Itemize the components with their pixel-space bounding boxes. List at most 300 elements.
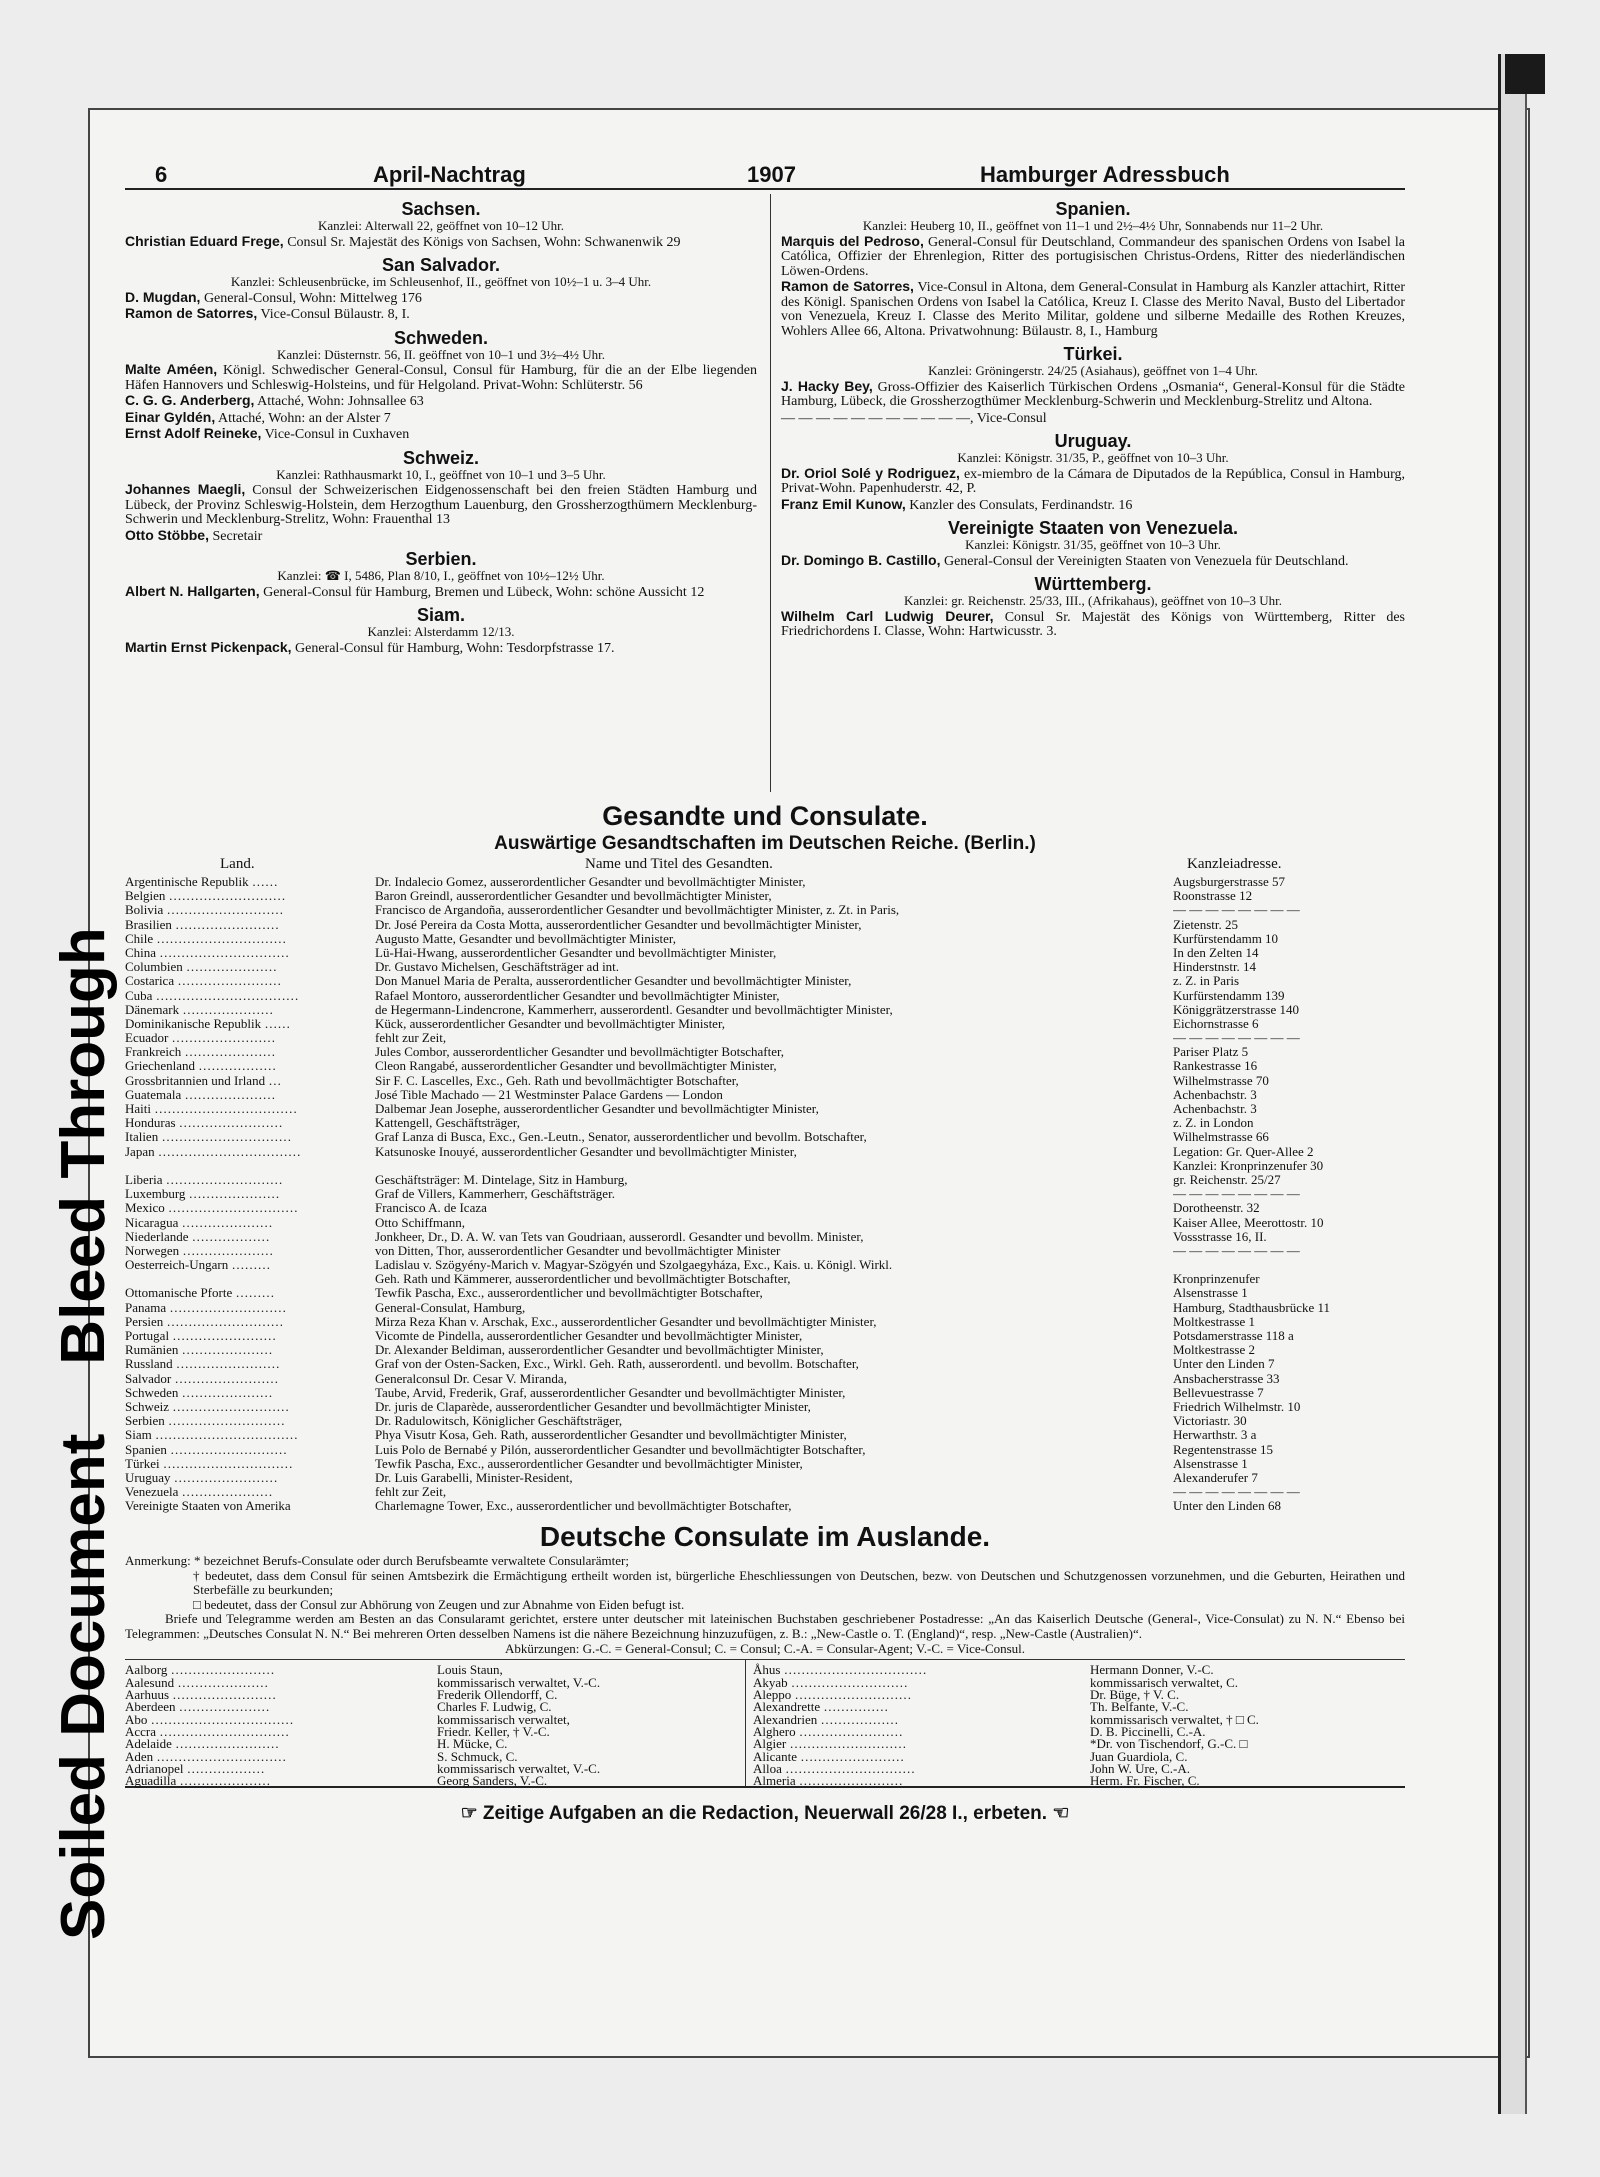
row-envoy: fehlt zur Zeit, [375, 1484, 447, 1500]
row-address: Kaiser Allee, Meerottostr. 10 [1173, 1214, 1324, 1230]
row-address: Alsenstrasse 1 [1173, 1455, 1248, 1471]
row-envoy: Vicomte de Pindella, ausserordentlicher Gesandter und bevollmächtigter Minister, [375, 1328, 803, 1343]
row-address: z. Z. in London [1173, 1115, 1254, 1131]
row-envoy: Dr. José Pereira da Costa Motta, ausserordentlicher Gesandter und bevollmächtigter Minister, [375, 916, 862, 932]
consul-details: Gross-Offizier des Kaiserlich Türkischen Ordens „Osmania“, General-Konsul für die Städte Hamburg, Lübeck, die Grossherzogthümer Mecklenburg-Schwerin und Mecklenburg-Strelitz und Altona. [781, 379, 1406, 409]
consul-details: Vice-Consul in Altona, dem General-Consulat in Hamburg als Kanzler attachirt, Ritter des Königl. Spanischen Ordens von Isabel la Católica, Kreuz I. Classe des Merito Naval, Busto del Libertador von Venezuela, Kreuz I. Classe des Merito Militar, goldene und silberne Medaille des Rothen Kreuzes, Wohlers Allee 66, Altona. Privatwohnung: Bülaustr. 8, I., Hamburg [781, 280, 1406, 339]
consul-name: Einar Gyldén, [125, 408, 216, 425]
col-name: Name und Titel des Gesandten. [585, 856, 773, 872]
consulate-holder: Louis Staun, [437, 1662, 503, 1678]
row-country: Haiti …………………………… [125, 1101, 298, 1116]
country-heading: Serbien. [405, 549, 477, 569]
consulate-city: Algier ……………………… [753, 1736, 907, 1752]
row-envoy: Graf de Villers, Kammerherr, Geschäftsträger. [375, 1186, 615, 1202]
consulate-holder: S. Schmuck, C. [437, 1748, 518, 1764]
table-row [125, 1172, 1405, 1186]
ausland-title: Deutsche Consulate im Auslande. [539, 1521, 991, 1553]
consulate-city: Aalborg …………………… [125, 1662, 275, 1678]
consulate-holder: kommissarisch verwaltet, V.-C. [437, 1760, 601, 1776]
consulate-holder: Charles F. Ludwig, C. [437, 1699, 552, 1715]
consulate-list [125, 1659, 1405, 1788]
row-country: Grossbritannien und Irland … [125, 1072, 282, 1088]
office-hours: Kanzlei: Königstr. 31/35, geöffnet von 10–3 Uhr. [965, 537, 1221, 552]
row-address: Alexanderufer 7 [1173, 1469, 1258, 1485]
table-row [125, 1484, 1405, 1498]
row-envoy: Sir F. C. Lascelles, Exc., Geh. Rath und bevollmächtigter Botschafter, [375, 1072, 739, 1088]
consul-name: Malte Améen, [125, 361, 218, 377]
consul-details: Consul der Schweizerischen Eidgenossenschaft bei den freien Städten Hamburg und Lübeck, der Provinz Schleswig-Holstein, dem Herzogthum Lauenburg, den Grossherzogthümern Mecklenburg-Schwerin und Mecklenburg-Strelitz, Wohn: Frauenthal 13 [125, 483, 758, 527]
office-hours: Kanzlei: Alterwall 22, geöffnet von 10–12 Uhr. [318, 218, 564, 233]
table-row [125, 917, 1405, 931]
consul-name: Albert N. Hallgarten, [125, 582, 260, 599]
row-country: Costarica …………………… [125, 973, 282, 989]
office-hours: Kanzlei: Schleusenbrücke, im Schleusenhof, II., geöffnet von 10½–1 u. 3–4 Uhr. [230, 274, 652, 289]
consul-name: Christian Eduard Frege, [125, 232, 284, 249]
header-left: April-Nachtrag [373, 162, 526, 187]
consulate-city: Adrianopel ……………… [125, 1760, 265, 1776]
consulate-city: Accra ………………………… [125, 1723, 290, 1739]
consul-entry [125, 234, 757, 251]
row-envoy: Otto Schiffmann, [375, 1214, 466, 1230]
row-envoy: Charlemagne Tower, Exc., ausserordentlicher und bevollmächtigter Botschafter, [375, 1498, 792, 1514]
office-hours: Kanzlei: gr. Reichenstr. 25/33, III., (Afrikahaus), geöffnet von 10–3 Uhr. [903, 593, 1283, 608]
row-country: Brasilien …………………… [125, 916, 280, 932]
table-row [125, 1385, 1405, 1399]
row-envoy: Dr. juris de Claparède, ausserordentlicher Gesandter und bevollmächtigter Minister, [375, 1398, 811, 1414]
consulate-holder: Herm. Fr. Fischer, C. [1090, 1773, 1200, 1789]
row-envoy: Don Manuel Maria de Peralta, ausserordentlicher Gesandter und bevollmächtigter Minister, [375, 973, 852, 989]
row-country: Mexico ………………………… [125, 1200, 298, 1216]
row-envoy: Dr. Luis Garabelli, Minister-Resident, [375, 1469, 573, 1485]
consul-entry [125, 482, 757, 528]
table-row [125, 1101, 1405, 1115]
consul-details: General-Consul, Wohn: Mittelweg 176 [203, 290, 422, 306]
col-addr: Kanzleiadresse. [1187, 856, 1282, 872]
row-address: Achenbachstr. 3 [1173, 1101, 1257, 1116]
consulate-city: Alexandrien ……………… [753, 1711, 899, 1727]
consul-details: General-Consul für Hamburg, Wohn: Tesdorpfstrasse 17. [295, 640, 615, 656]
row-address: In den Zelten 14 [1173, 944, 1259, 960]
col-land: Land. [220, 856, 255, 872]
table-row [125, 1356, 1405, 1370]
table-row [125, 1257, 1405, 1271]
consul-details: Königl. Schwedischer General-Consul, Consul für Hamburg, für die an der Elbe liegenden Häfen Hannovers und Schleswig-Holsteins, und für Helgoland. Privat-Wohn: Schlüterstr. 56 [125, 363, 758, 393]
row-country: Salvador …………………… [125, 1370, 279, 1386]
table-row [125, 1300, 1405, 1314]
consulate-city: Aalesund ………………… [125, 1674, 269, 1690]
consul-name: Franz Emil Kunow, [781, 495, 906, 512]
note-3: □ bedeutet, dass der Consul zur Abhörung von Zeugen und zur Abnahme von Eiden befugt ist. [193, 1596, 685, 1612]
row-country: Norwegen ………………… [125, 1242, 274, 1258]
row-address: Moltkestrasse 1 [1173, 1313, 1255, 1329]
consul-details: Consul Sr. Majestät des Königs von Sachsen, Wohn: Schwanenwik 29 [287, 234, 681, 250]
row-address: Herwarthstr. 3 a [1173, 1427, 1257, 1443]
consul-entry [125, 362, 757, 393]
row-address: Kanzlei: Kronprinzenufer 30 [1173, 1157, 1324, 1173]
row-envoy: Generalconsul Dr. Cesar V. Miranda, [375, 1370, 567, 1386]
consul-name: Ramon de Satorres, [781, 278, 914, 294]
row-country: Honduras …………………… [125, 1115, 283, 1131]
row-envoy: Baron Greindl, ausserordentlicher Gesandter und bevollmächtigter Minister, [375, 888, 772, 904]
page-number: 6 [155, 162, 168, 187]
row-envoy: Jonkheer, Dr., D. A. W. van Tets van Goudriaan, ausserordl. Gesandter und bevollm. Minister, [375, 1228, 864, 1244]
row-envoy: Cleon Rangabé, ausserordentlicher Gesandter und bevollmächtigter Minister, [375, 1058, 777, 1074]
consul-entry [781, 609, 1405, 640]
consulate-holder: D. B. Piccinelli, C.-A. [1090, 1723, 1206, 1739]
consul-details: Secretair [212, 528, 263, 544]
row-country: Rumänien ………………… [125, 1342, 273, 1358]
row-country: Oesterreich-Ungarn ……… [125, 1257, 271, 1273]
consulate-holder: H. Mücke, C. [437, 1736, 508, 1752]
office-hours: Kanzlei: Königstr. 31/35, P., geöffnet von 10–3 Uhr. [957, 450, 1229, 465]
row-country: Luxemburg ………………… [125, 1186, 280, 1202]
country-heading: Siam. [416, 605, 466, 625]
row-address: Königgrätzerstrasse 140 [1173, 1001, 1299, 1017]
table-row [125, 1129, 1405, 1143]
consulate-city: Adelaide …………………… [125, 1736, 280, 1752]
consul-name: Dr. Oriol Solé y Rodriguez, [781, 464, 960, 481]
table-row [125, 1314, 1405, 1328]
footer-text: Zeitige Aufgaben an die Redaction, Neuerwall 26/28 I., erbeten. [482, 1803, 1048, 1825]
consul-entry [125, 426, 757, 443]
row-country: Russland …………………… [125, 1356, 280, 1372]
consul-entry [125, 306, 757, 323]
table-row [125, 1442, 1405, 1456]
row-envoy: Tewfik Pascha, Exc., ausserordentlicher Gesandter und bevollmächtigter Minister, [375, 1455, 803, 1471]
consul-entry [125, 528, 757, 545]
row-envoy: General-Consulat, Hamburg, [375, 1299, 526, 1315]
gesandte-table [125, 874, 1405, 1512]
row-address: — — — — — — — — [1173, 1484, 1300, 1500]
table-row [125, 1002, 1405, 1016]
row-address: Eichornstrasse 6 [1173, 1015, 1259, 1031]
row-envoy: fehlt zur Zeit, [375, 1030, 447, 1046]
row-envoy: Dalbemar Jean Josephe, ausserordentlicher Gesandter und bevollmächtigter Minister, [375, 1101, 819, 1116]
consulate-city: Alicante …………………… [753, 1748, 905, 1764]
row-envoy: Lü-Hai-Hwang, ausserordentlicher Gesandter und bevollmächtigter Minister, [375, 944, 777, 960]
running-header [125, 148, 1405, 190]
row-country: Siam …………………………… [125, 1427, 298, 1443]
row-country: Venezuela ………………… [125, 1484, 273, 1500]
table-row [125, 888, 1405, 902]
consulate-holder: Georg Sanders, V.-C. [437, 1773, 548, 1789]
row-country: Portugal …………………… [125, 1328, 277, 1343]
row-envoy: Tewfik Pascha, Exc., ausserordentlicher und bevollmächtigter Botschafter, [375, 1285, 763, 1301]
row-country: China ………………………… [125, 944, 290, 960]
row-address: Kurfürstendamm 139 [1173, 987, 1285, 1003]
consul-name: Otto Stöbbe, [125, 526, 209, 543]
consul-entry [781, 497, 1405, 514]
row-envoy: Dr. Gustavo Michelsen, Geschäftsträger ad int. [375, 959, 620, 975]
row-envoy: Ladislau v. Szögyény-Marich v. Magyar-Szögyén und Szolgaegyháza, Exc., Kais. u. Königl. Wirkl. [375, 1257, 893, 1273]
row-country: Liberia ……………………… [125, 1171, 283, 1187]
stamp-line-1: Soiled Document [49, 1433, 118, 1940]
header-year: 1907 [747, 162, 796, 187]
consulate-columns [125, 194, 1405, 834]
row-country: Cuba …………………………… [125, 987, 299, 1003]
consul-entry [781, 466, 1405, 497]
consulate-city: Alloa ………………………… [753, 1760, 916, 1776]
table-row [125, 1044, 1405, 1058]
row-country: Argentinische Republik …… [125, 874, 278, 889]
table-row [125, 1498, 1405, 1512]
row-country: Frankreich ………………… [125, 1044, 276, 1060]
row-envoy: Francisco de Argandoña, ausserordentlicher Gesandter und bevollmächtigter Minister, z. Zt. in Paris, [375, 902, 900, 918]
row-address: Unter den Linden 7 [1173, 1356, 1275, 1372]
consul-entry [125, 290, 757, 307]
country-heading: Schweden. [393, 327, 489, 348]
table-row [125, 959, 1405, 973]
consul-details: General-Consul für Hamburg, Bremen und Lübeck, Wohn: schöne Aussicht 12 [263, 584, 705, 600]
row-country: Vereinigte Staaten von Amerika [125, 1498, 291, 1514]
consul-name: Ernst Adolf Reineke, [125, 425, 262, 441]
consul-name: D. Mugdan, [125, 288, 201, 305]
row-country: Guatemala ………………… [125, 1086, 276, 1102]
consul-details: Vice-Consul in Cuxhaven [264, 427, 410, 442]
note-1: Anmerkung: * bezeichnet Berufs-Consulate oder durch Berufsbeamte verwaltete Consularämter; [125, 1553, 629, 1569]
page-edge-strip [1498, 54, 1527, 2114]
note-4: Briefe und Telegramme werden am Besten an das Consularamt gerichtet, erstere unter deutscher mit lateinischen Buchstaben geschriebener Postadresse: „An das Kaiserlich Deutsche (General-, Vice-Consulat) zu N. N.“ Ebenso bei Telegrammen: „Deutsches Consulat N. N.“ Bei mehreren Orten desselben Namens ist die nähere Bezeichnung hinzuzufügen, z. B.: „New-Castle o. T. (England)“, resp. „New-Castle (Australien)“. [125, 1611, 1405, 1641]
row-country: Dänemark ………………… [125, 1001, 274, 1017]
row-envoy: de Hegermann-Lindencrone, Kammerherr, ausserordentl. Gesandter und bevollmächtigter Minister, [375, 1001, 893, 1017]
table-row [125, 1285, 1405, 1299]
row-envoy: Dr. Radulowitsch, Königlicher Geschäftsträger, [375, 1413, 623, 1429]
consulate-city: Aarhuus …………………… [125, 1687, 277, 1703]
office-hours: Kanzlei: ☎ I, 5486, Plan 8/10, I., geöffnet von 10½–12½ Uhr. [277, 568, 605, 583]
consul-name: J. Hacky Bey, [781, 377, 873, 394]
consulate-holder: kommissarisch verwaltet, † □ C. [1090, 1711, 1259, 1727]
row-address: — — — — — — — — [1173, 1030, 1300, 1046]
table-row [125, 988, 1405, 1002]
consulate-holder: Th. Belfante, V.-C. [1090, 1699, 1189, 1715]
row-envoy: Geschäftsträger: M. Dintelage, Sitz in Hamburg, [375, 1171, 628, 1187]
table-row [125, 1243, 1405, 1257]
consul-name: Martin Ernst Pickenpack, [125, 638, 292, 655]
consul-details: Vice-Consul Bülaustr. 8, I. [260, 307, 410, 322]
row-address: — — — — — — — — [1173, 902, 1300, 918]
table-row [125, 1087, 1405, 1101]
table-row [125, 931, 1405, 945]
consulate-city: Almeria …………………… [753, 1773, 903, 1789]
list-divider [745, 1660, 746, 1786]
row-address: Kronprinzenufer [1173, 1271, 1260, 1287]
country-heading: Schweiz. [402, 447, 480, 468]
row-address: Potsdamerstrasse 118 a [1173, 1328, 1294, 1343]
consulate-holder: Hermann Donner, V.-C. [1090, 1662, 1214, 1678]
table-row [125, 1456, 1405, 1470]
consul-details: Attaché, Wohn: Johnsallee 63 [257, 394, 424, 409]
row-envoy: José Tible Machado — 21 Westminster Palace Gardens — London [375, 1086, 723, 1102]
consul-details: Kanzler des Consulats, Ferdinandstr. 16 [909, 497, 1133, 513]
consul-entry [125, 410, 757, 427]
row-address: Ansbacherstrasse 33 [1173, 1370, 1280, 1386]
table-row [125, 1200, 1405, 1214]
office-hours: Kanzlei: Gröningerstr. 24/25 (Asiahaus), geöffnet von 1–4 Uhr. [928, 363, 1258, 378]
row-envoy: Katsunoske Inouyé, ausserordentlicher Gesandter und bevollmächtigter Minister, [375, 1143, 797, 1159]
consul-entry [781, 379, 1405, 410]
row-country: Schweden ………………… [125, 1384, 273, 1400]
row-envoy: Graf von der Osten-Sacken, Exc., Wirkl. Geh. Rath, ausserordentl. und bevollm. Botschafter, [375, 1356, 859, 1372]
abbreviations: Abkürzungen: G.-C. = General-Consul; C. = Consul; C.-A. = Consular-Agent; V.-C. = Vice-Consul. [504, 1641, 1026, 1657]
column-divider [770, 194, 771, 792]
table-row [125, 1371, 1405, 1385]
soiled-stamp [0, 0, 118, 2177]
row-country: Japan …………………………… [125, 1143, 301, 1159]
row-envoy: Geh. Rath und Kämmerer, ausserordentlicher und bevollmächtigter Botschafter, [375, 1271, 791, 1287]
table-row [125, 1030, 1405, 1044]
row-address: Roonstrasse 12 [1173, 888, 1253, 904]
row-address: Moltkestrasse 2 [1173, 1342, 1255, 1358]
row-country: Serbien ……………………… [125, 1413, 285, 1429]
table-row [125, 1271, 1405, 1285]
row-address: Alsenstrasse 1 [1173, 1285, 1248, 1301]
consul-name: Johannes Maegli, [125, 481, 246, 497]
row-address: Augsburgerstrasse 57 [1173, 874, 1286, 889]
consul-entry [781, 279, 1405, 339]
country-heading: Türkei. [1063, 344, 1123, 364]
gesandte-subtitle: Auswärtige Gesandtschaften im Deutschen Reiche. (Berlin.) [494, 833, 1036, 854]
row-country: Uruguay …………………… [125, 1469, 278, 1485]
consulate-city: Åhus …………………………… [753, 1662, 927, 1678]
country-heading: Vereinigte Staaten von Venezuela. [947, 518, 1239, 538]
header-right: Hamburger Adressbuch [980, 162, 1230, 187]
row-address: Rankestrasse 16 [1173, 1058, 1258, 1074]
row-country: Panama ……………………… [125, 1299, 287, 1315]
page-content [125, 148, 1405, 1825]
consulate-city: Akyab ……………………… [753, 1674, 908, 1690]
table-row [125, 1215, 1405, 1229]
consul-details: — — — — — — — — — — —, Vice-Consul [781, 410, 1047, 426]
consulate-city: Abo …………………………… [125, 1711, 294, 1727]
row-country: Bolivia ……………………… [125, 902, 284, 918]
row-address: gr. Reichenstr. 25/27 [1173, 1171, 1281, 1187]
table-row [125, 1427, 1405, 1441]
table-row [125, 1115, 1405, 1129]
consul-entry [125, 640, 757, 657]
consul-details: General-Consul für Deutschland, Commandeur des spanischen Ordens von Isabel la Católica, Offizier der Ehrenlegion, Ritter des portugisischen Christus-Ordens, Ritter des niederländischen Löwen-Ordens. [781, 234, 1405, 279]
table-row [125, 1399, 1405, 1413]
row-country: Türkei ………………………… [125, 1455, 293, 1471]
row-address: Achenbachstr. 3 [1173, 1086, 1257, 1102]
row-address: Pariser Platz 5 [1173, 1044, 1249, 1060]
row-envoy: Luis Polo de Bernabé y Pilón, ausserordentlicher Gesandter und bevollmächtigter Botschafter, [375, 1441, 866, 1457]
consulate-holder: Frederik Ollendorff, C. [437, 1687, 558, 1703]
consul-name: C. G. G. Anderberg, [125, 392, 255, 408]
table-row [125, 1073, 1405, 1087]
scan-corner [1505, 54, 1545, 94]
consul-entry [125, 584, 757, 601]
row-address: Zietenstr. 25 [1173, 916, 1238, 932]
ausland-section [125, 1520, 1405, 1825]
table-row [125, 1058, 1405, 1072]
consulate-holder: Juan Guardiola, C. [1090, 1748, 1188, 1764]
table-row [125, 1016, 1405, 1030]
row-envoy: Phya Visutr Kosa, Geh. Rath, ausserordentlicher Gesandter und bevollmächtigter Minister, [375, 1427, 847, 1443]
right-column [781, 194, 1405, 640]
row-envoy: Mirza Reza Khan v. Arschak, Exc., ausserordentlicher Gesandter und bevollmächtigter Minister, [375, 1313, 877, 1329]
row-country: Dominikanische Republik …… [125, 1015, 291, 1031]
row-country: Italien ………………………… [125, 1129, 292, 1145]
consul-details: Consul Sr. Majestät des Königs von Württemberg, Ritter des Friedrichordens I. Classe, Wohn: Hartwicusstr. 3. [781, 609, 1406, 639]
row-country: Niederlande ……………… [125, 1228, 270, 1244]
table-row [125, 1158, 1405, 1172]
office-hours: Kanzlei: Rathhausmarkt 10, I., geöffnet von 10–1 und 3–5 Uhr. [276, 466, 606, 482]
consul-name: Ramon de Satorres, [125, 305, 258, 321]
table-row [125, 1342, 1405, 1356]
row-country: Ecuador …………………… [125, 1030, 276, 1046]
consul-name: Wilhelm Carl Ludwig Deurer, [781, 607, 994, 624]
table-row [125, 1229, 1405, 1243]
row-address: Friedrich Wilhelmstr. 10 [1173, 1398, 1301, 1414]
row-address: Legation: Gr. Quer-Allee 2 [1173, 1143, 1314, 1159]
table-row [125, 1328, 1405, 1342]
row-address: Bellevuestrasse 7 [1173, 1384, 1264, 1400]
row-envoy: Kück, ausserordentlicher Gesandter und bevollmächtigter Minister, [375, 1015, 726, 1031]
table-row [125, 973, 1405, 987]
country-heading: Sachsen. [401, 199, 481, 219]
left-column [125, 194, 757, 656]
row-address: Kurfürstendamm 10 [1173, 930, 1279, 946]
table-row [125, 945, 1405, 959]
table-row [125, 1470, 1405, 1484]
consulate-city: Aleppo ……………………… [753, 1687, 912, 1703]
consulate-city: Alexandrette …………… [753, 1699, 889, 1715]
office-hours: Kanzlei: Heuberg 10, II., geöffnet von 11–1 und 2½–4½ Uhr, Sonnabends nur 11–2 Uhr. [862, 218, 1324, 233]
country-heading: Württemberg. [1034, 574, 1152, 594]
table-row [125, 1413, 1405, 1427]
row-country: Belgien ……………………… [125, 888, 286, 904]
country-heading: Spanien. [1055, 199, 1131, 219]
consulate-holder: John W. Ure, C.-A. [1090, 1760, 1191, 1776]
consulate-holder: kommissarisch verwaltet, V.-C. [437, 1674, 601, 1690]
consul-entry [125, 393, 757, 410]
table-row [125, 1186, 1405, 1200]
row-country: Griechenland ……………… [125, 1058, 277, 1074]
consul-entry [781, 234, 1405, 280]
row-envoy: Dr. Alexander Beldiman, ausserordentlicher Gesandter und bevollmächtigter Minister, [375, 1342, 824, 1358]
row-envoy: von Ditten, Thor, ausserordentlicher Gesandter und bevollmächtigter Minister [375, 1242, 781, 1258]
consulate-holder: *Dr. von Tischendorf, G.-C. □ [1090, 1736, 1248, 1752]
row-envoy: Kattengell, Geschäftsträger, [375, 1115, 520, 1131]
row-country: Chile ………………………… [125, 930, 287, 946]
consulate-city: Aberdeen ………………… [125, 1699, 270, 1715]
row-envoy: Jules Combor, ausserordentlicher Gesandter und bevollmächtigter Botschafter, [375, 1044, 785, 1060]
row-address: Unter den Linden 68 [1173, 1498, 1281, 1514]
row-envoy: Rafael Montoro, ausserordentlicher Gesandter und bevollmächtigter Minister, [375, 987, 780, 1003]
row-country: Persien ……………………… [125, 1313, 284, 1329]
row-address: Hamburg, Stadthausbrücke 11 [1173, 1299, 1331, 1315]
row-envoy: Graf Lanza di Busca, Exc., Gen.-Leutn., Senator, ausserordentlicher und bevollm. Botschafter, [375, 1129, 867, 1145]
note-2: † bedeutet, dass dem Consul für seinen Amtsbezirk die Ermächtigung ertheilt worden ist, bürgerliche Eheschliessungen von Deutschen, bezw. von Deutschen und Schutzgenossen vorzunehmen, und die Geburten, Heirathen und Sterbefälle zu beurkunden; [193, 1567, 1405, 1598]
consulate-holder: kommissarisch verwaltet, [437, 1711, 570, 1727]
consulate-holder: Dr. Büge, † V. C. [1090, 1687, 1180, 1703]
country-heading: Uruguay. [1054, 431, 1132, 451]
row-envoy: Taube, Arvid, Frederik, Graf, ausserordentlicher Gesandter und bevollmächtigter Minister, [375, 1384, 846, 1400]
consul-entry [781, 410, 1405, 427]
consul-entry [781, 553, 1405, 570]
row-address: Hinderstnstr. 14 [1173, 959, 1257, 975]
country-heading: San Salvador. [381, 255, 501, 275]
row-address: z. Z. in Paris [1173, 973, 1240, 989]
row-address: — — — — — — — — [1173, 1186, 1300, 1202]
row-country: Schweiz ……………………… [125, 1398, 290, 1414]
footer-notice: ☞ Zeitige Aufgaben an die Redaction, Neuerwall 26/28 I., erbeten. ☜ [460, 1803, 1070, 1825]
consulate-city: Aden ………………………… [125, 1748, 287, 1764]
gesandte-section [125, 800, 1405, 1512]
consul-name: Marquis del Pedroso, [781, 232, 924, 249]
row-address: Wilhelmstrasse 70 [1173, 1072, 1269, 1088]
row-address: Wilhelmstrasse 66 [1173, 1129, 1269, 1145]
